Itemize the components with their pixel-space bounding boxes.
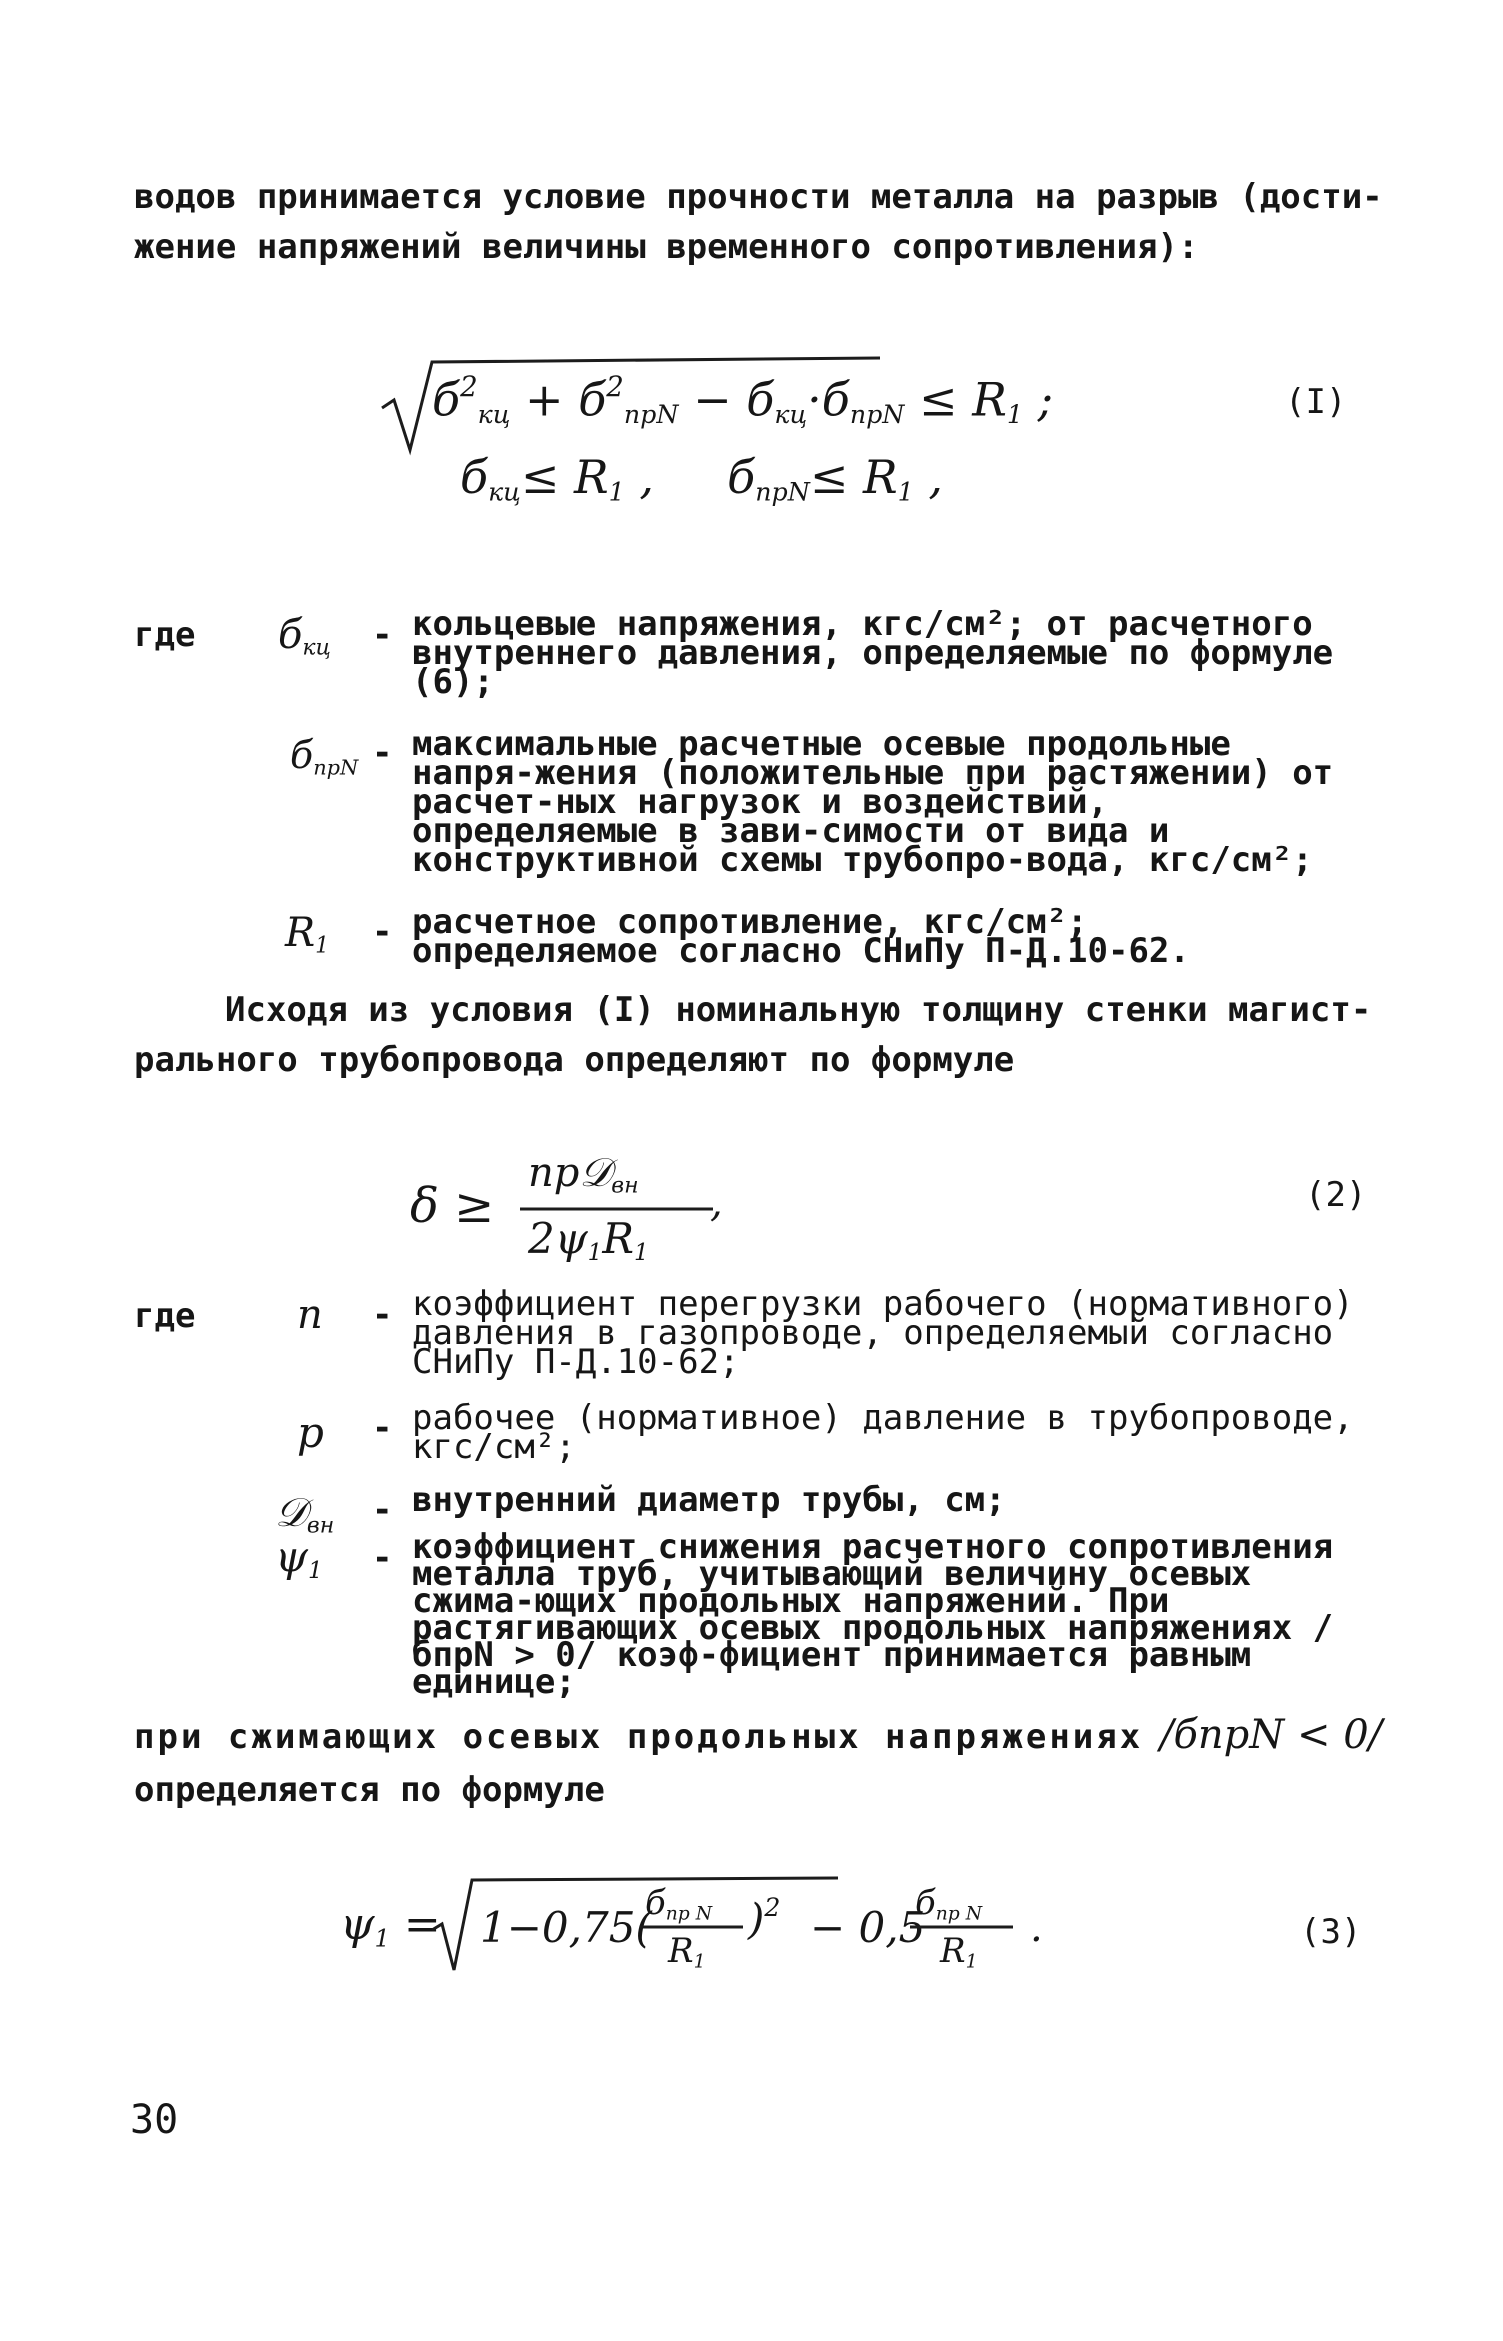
- intro-line-1: водов принимается условие прочности металла на разрыв (дости-: [134, 177, 1383, 217]
- formula-2-tail: ,: [710, 1180, 723, 1226]
- fraction-bar: [518, 1204, 718, 1214]
- formula-3: [340, 1865, 1100, 1995]
- formula-2-number: (2): [1305, 1175, 1367, 1215]
- symbol-psi1: $\psi_1$: [275, 1532, 323, 1584]
- formula-3-number: (3): [1300, 1912, 1362, 1952]
- para3-line-2: определяется по формуле: [134, 1770, 605, 1810]
- formula-3-frac2-num: $б_{пр N}$: [915, 1883, 983, 1925]
- page-number: 30: [130, 2097, 179, 2143]
- symbol-p: p: [297, 1408, 324, 1457]
- dash: -: [372, 1490, 393, 1530]
- formula-3-frac1-den: $R_1$: [668, 1931, 706, 1973]
- symbol-n: n: [297, 1292, 323, 1338]
- dash: -: [372, 733, 393, 773]
- dash: -: [372, 615, 393, 655]
- dash: -: [372, 912, 393, 952]
- formula-3-frac1-num: $б_{пр N}$: [645, 1883, 713, 1925]
- fraction-bar: [638, 1923, 748, 1931]
- para3-formula: /бпрN < 0/: [1160, 1712, 1383, 1758]
- para2-line-2: рального трубопровода определяют по формуле: [134, 1040, 1015, 1080]
- def-p: рабочее (нормативное) давление в трубопроводе, кгс/см²;: [412, 1398, 1354, 1467]
- formula-1: [380, 340, 1080, 520]
- intro-line-2: жение напряжений величины временного сопротивления):: [134, 227, 1199, 267]
- formula-1-number: (I): [1285, 382, 1347, 422]
- dash: -: [372, 1295, 393, 1335]
- symbol-Dvn: 𝒟$_{вн}$: [275, 1490, 335, 1539]
- formula-2-numerator: np𝒟$_{вн}$: [528, 1150, 639, 1199]
- formula-2-lhs: δ ≥: [410, 1178, 495, 1234]
- def-n: коэффициент перегрузки рабочего (нормативного) давления в газопроводе, определяемый согласно СНиПу П-Д.10-62;: [412, 1284, 1354, 1382]
- formula-3-lhs: $\psi_1$ =: [340, 1899, 441, 1953]
- symbol-sigma-prN: $б_{прN}$: [290, 733, 359, 780]
- formula-3-radicand: 1−0,75(: [480, 1903, 652, 1952]
- symbol-R1: $R_1$: [285, 910, 330, 959]
- formula-2: [410, 1150, 810, 1270]
- def-Dvn: внутренний диаметр трубы, см;: [412, 1480, 1006, 1520]
- formula-3-frac2-den: $R_1$: [940, 1931, 978, 1973]
- def-psi1: коэффициент снижения расчетного сопротивления металла труб, учитывающий величину осевых сжима-ющих продольных напряжений. При растягивающих осевых продольных напряжениях /бпрN > 0/ коэф-фициент принимается равным единице;: [412, 1527, 1334, 1702]
- para2-line-1: Исходя из условия (I) номинальную толщину стенки магист-: [225, 990, 1372, 1030]
- where-label-1: где: [134, 615, 196, 655]
- dash: -: [372, 1538, 393, 1578]
- formula-1-line-2: $б_{кц}\le R_1$ , $б_{прN}\le R_1$ ,: [460, 450, 943, 507]
- where-label-2: где: [134, 1296, 196, 1336]
- dash: -: [372, 1408, 393, 1448]
- def-sigma-prN: максимальные расчетные осевые продольные напря-жения (положительные при растяжении) от расчет-ных нагрузок и воздействий, определяемые в зави-симости от вида и конструктивной схемы трубопро-вода, кгс/см²;: [412, 724, 1334, 880]
- fraction-bar: [908, 1923, 1018, 1931]
- def-sigma-kc: кольцевые напряжения, кгс/см²; от расчетного внутреннего давления, определяемые по формуле (6);: [412, 604, 1334, 702]
- def-R1: расчетное сопротивление, кгс/см²; определяемое согласно СНиПу П-Д.10-62.: [412, 902, 1190, 971]
- para3-line-1: при сжимающих осевых продольных напряжениях: [134, 1717, 1144, 1757]
- formula-1-line-1: $б^2_{кц} + б^2_{прN} - б_{кц}\cdot б_{прN} \le R_1$ ;: [432, 370, 1054, 429]
- formula-3-close: )$^2$: [748, 1893, 781, 1944]
- formula-3-period: .: [1030, 1905, 1043, 1951]
- symbol-sigma-kc: $б_{кц}$: [278, 612, 331, 661]
- formula-2-denominator: $2\psi_1R_1$: [528, 1214, 649, 1266]
- formula-3-minus: − 0,5: [810, 1903, 926, 1952]
